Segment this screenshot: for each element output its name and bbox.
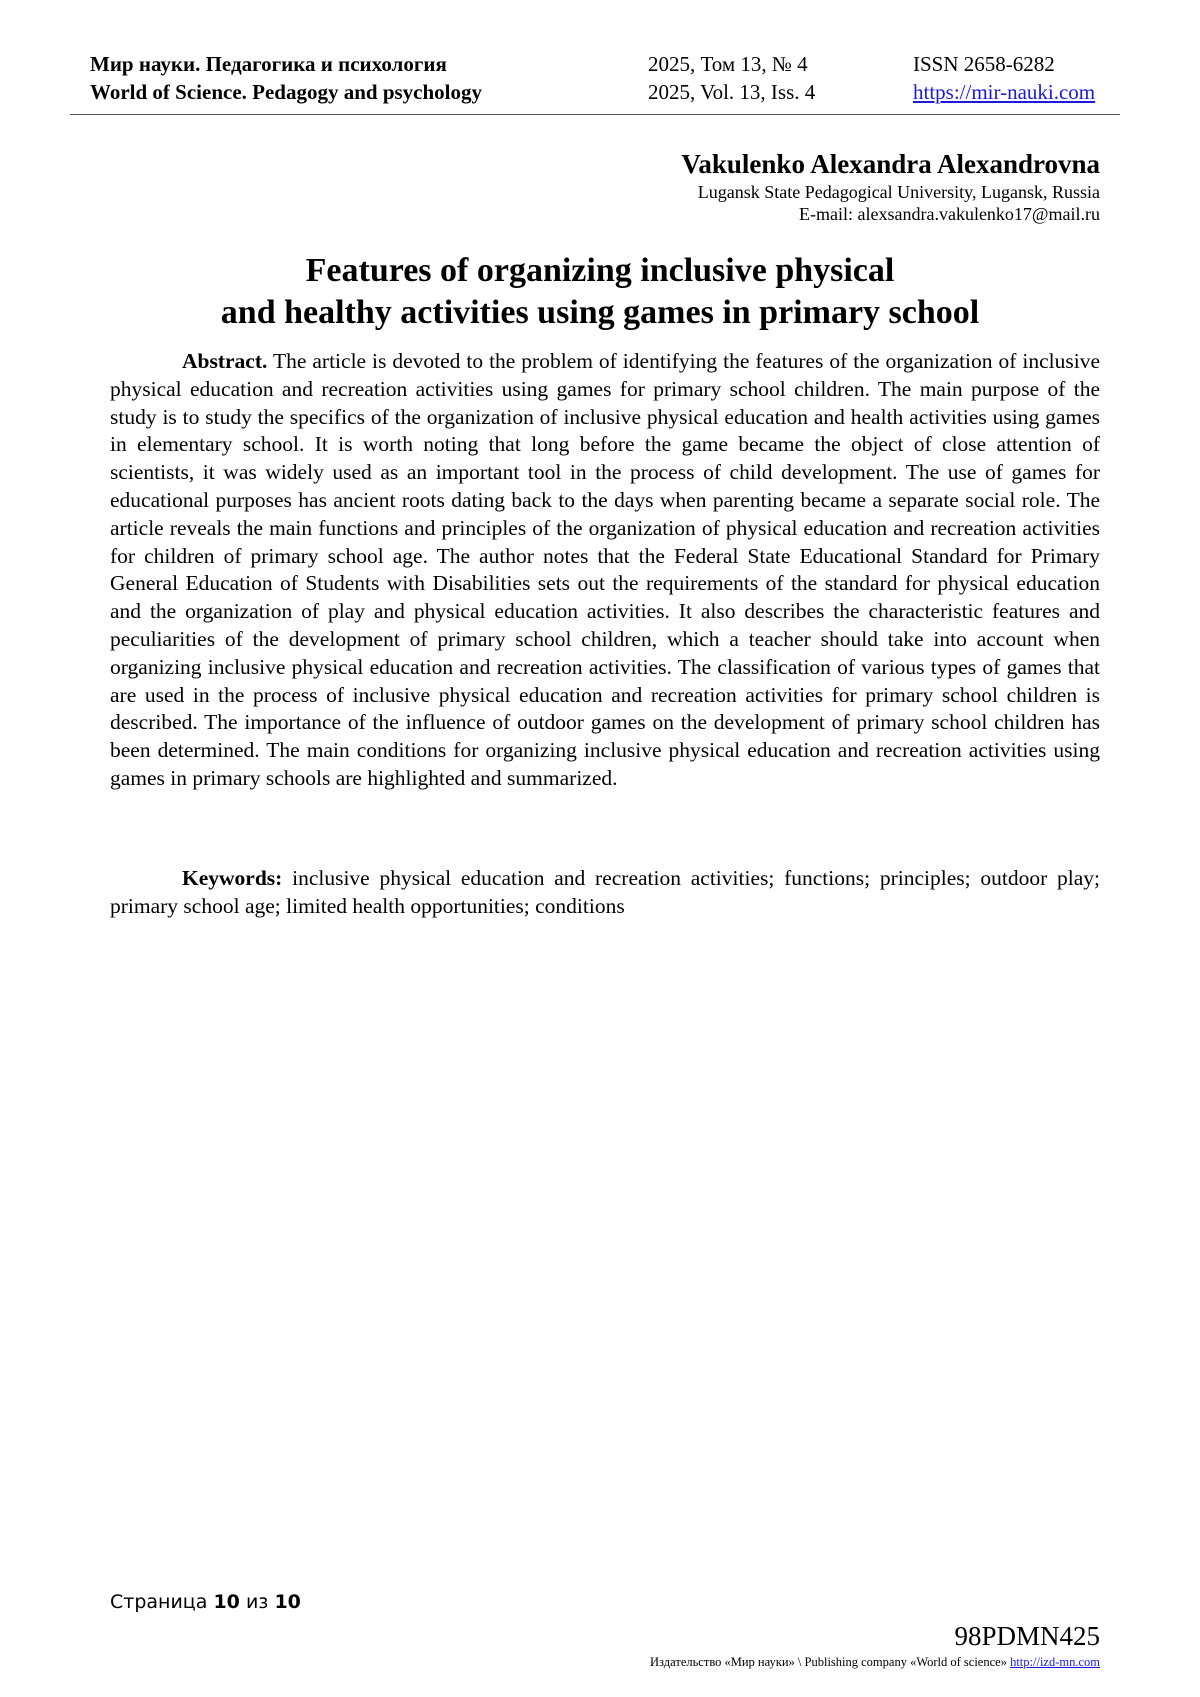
journal-header <box>70 50 1120 115</box>
publisher-url-link[interactable]: http://izd-mn.com <box>1010 1655 1100 1669</box>
author-name: Vakulenko Alexandra Alexandrovna <box>681 149 1100 179</box>
journal-title-en: World of Science. Pedagogy and psychology <box>90 80 483 104</box>
page-number <box>110 1590 301 1614</box>
keywords-text: inclusive physical education and recreation activities; functions; principles; outdoor play; primary school age; limited health opportunities; conditions <box>110 866 1100 918</box>
abstract-text: The article is devoted to the problem of identifying the features of the organization of inclusive physical education and recreation activities using games for primary school children. The main purpose of the study is to study the specifics of the organization of inclusive physical education and health activities using games in elementary school. It is worth noting that long before the game became the object of close attention of scientists, it was widely used as an important tool in the process of child development. The use of games for educational purposes has ancient roots dating back to the days when parenting became a separate social role. The article reveals the main functions and principles of the organization of physical education and recreation activities for children of primary school age. The author notes that the Federal State Educational Standard for Primary General Education of Students with Disabilities sets out the requirements of the standard for physical education and the organization of play and physical education activities. It also describes the characteristic features and peculiarities of the development of primary school children, which a teacher should take into account when organizing inclusive physical education and recreation activities. The classification of various types of games that are used in the process of inclusive physical education and recreation activities for primary school children is described. The importance of the influence of outdoor games on the development of primary school children has been determined. The main conditions for organizing inclusive physical education and recreation activities using games in primary schools are highlighted and summarized. <box>110 349 1100 790</box>
keywords-paragraph <box>110 864 1100 920</box>
title-line-1: Features of organizing inclusive physical <box>305 252 895 289</box>
article-code: 98PDMN425 <box>954 1621 1100 1651</box>
publisher-line <box>650 1654 1100 1670</box>
abstract-label: Abstract. <box>182 349 268 373</box>
abstract-paragraph <box>110 348 1100 793</box>
page-sep: из <box>245 1591 269 1613</box>
page-prefix: Страница <box>110 1591 208 1613</box>
title-line-2: and healthy activities using games in primary school <box>220 294 980 331</box>
journal-title-ru: Мир науки. Педагогика и психология <box>90 52 447 76</box>
publisher-text: Издательство «Мир науки» \ Publishing company «World of science» <box>650 1655 1007 1669</box>
issn: ISSN 2658-6282 <box>913 52 1055 76</box>
author-block <box>681 147 1100 225</box>
issue-info-en: 2025, Vol. 13, Iss. 4 <box>648 80 816 104</box>
author-email: E-mail: alexsandra.vakulenko17@mail.ru <box>799 204 1100 224</box>
page-total: 10 <box>274 1591 301 1613</box>
article-title <box>100 250 1100 334</box>
page-current: 10 <box>213 1591 240 1613</box>
issue-info-ru: 2025, Том 13, № 4 <box>648 52 808 76</box>
author-affiliation: Lugansk State Pedagogical University, Lugansk, Russia <box>697 182 1100 202</box>
journal-url-link[interactable]: https://mir-nauki.com <box>913 80 1096 104</box>
keywords-label: Keywords: <box>182 866 283 890</box>
